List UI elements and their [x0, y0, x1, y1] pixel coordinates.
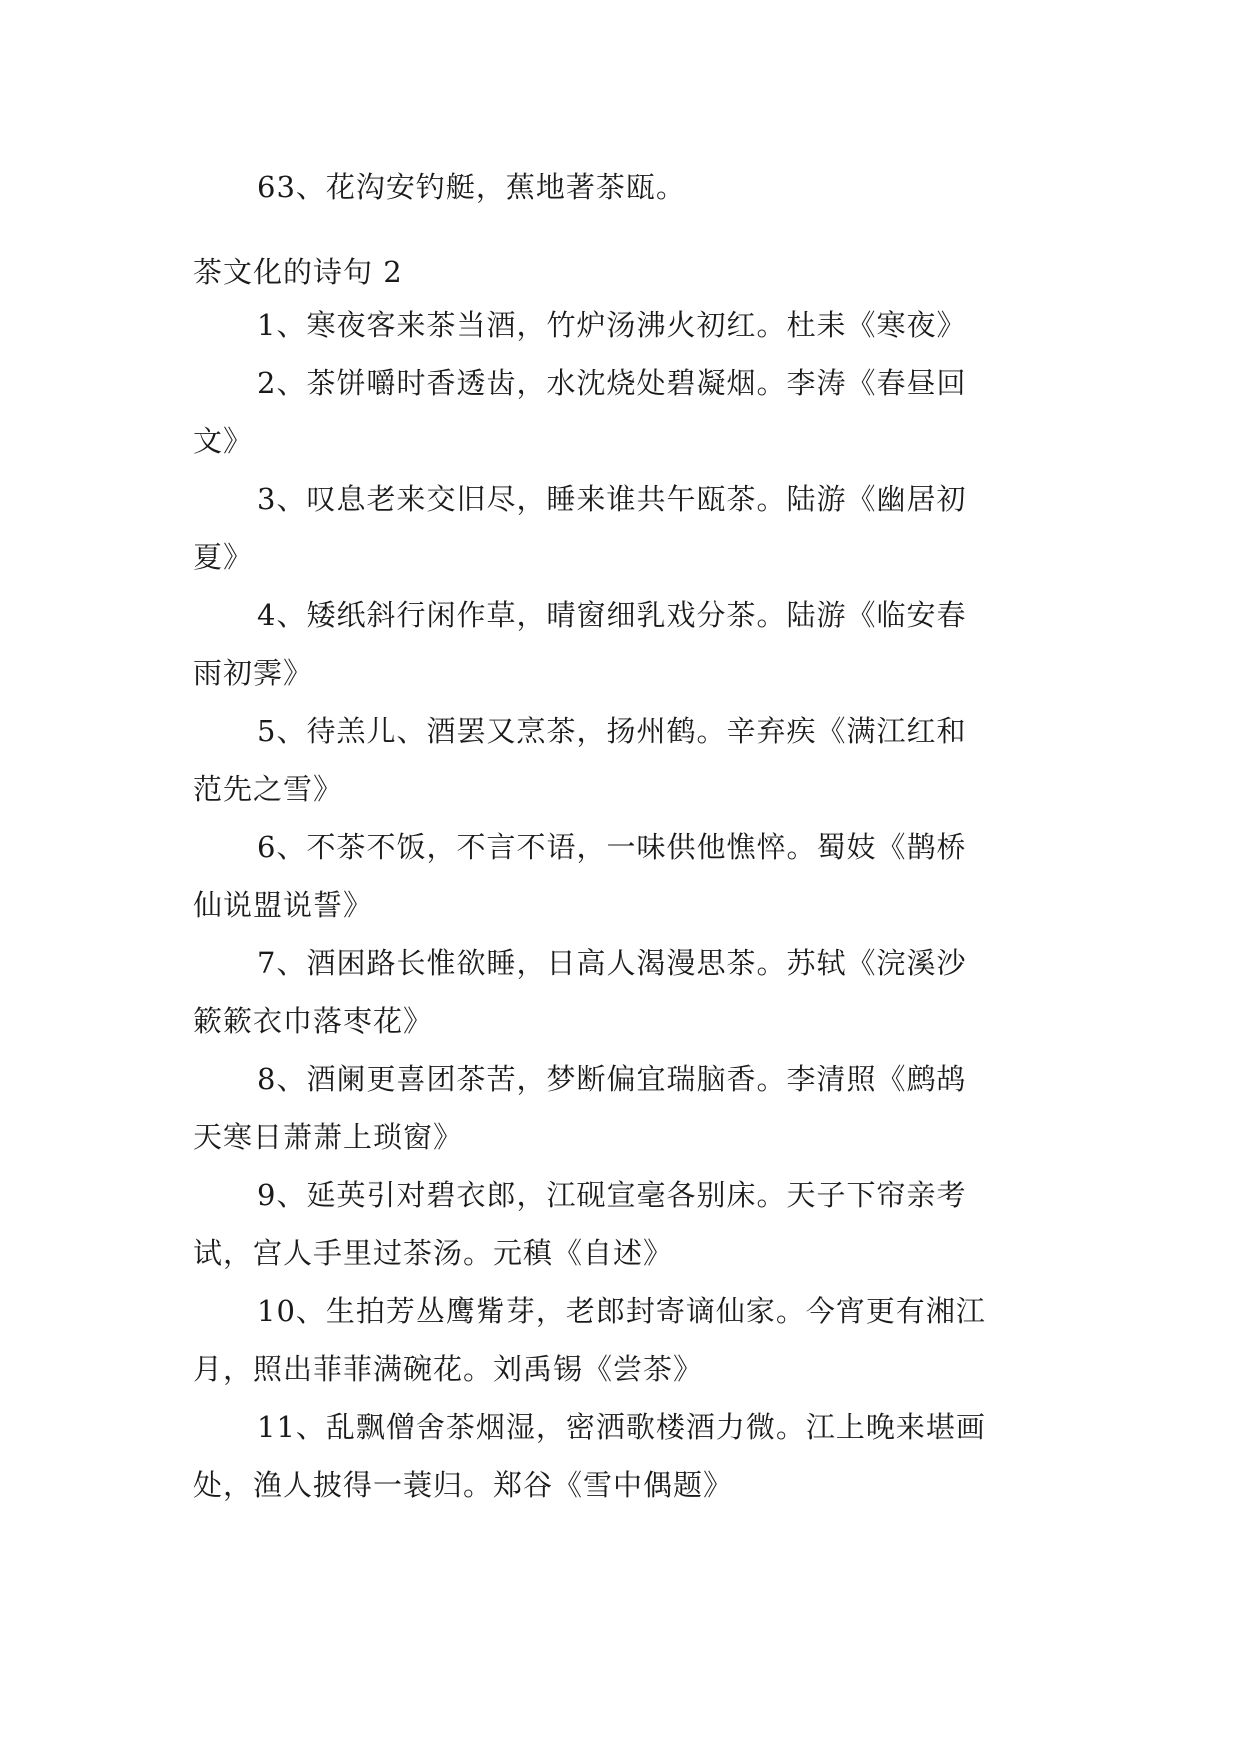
verse-line-continued: 处，渔人披得一蓑归。郑谷《雪中偶题》 [193, 1468, 734, 1502]
verse-line-continued: 文》 [193, 424, 254, 458]
verse-line: 6、不茶不饭，不言不语，一味供他憔悴。蜀妓《鹊桥 [257, 830, 967, 864]
verse-line-continued: 簌簌衣巾落枣花》 [193, 1004, 434, 1038]
verse-line: 2、茶饼嚼时香透齿，水沈烧处碧凝烟。李涛《春昼回 [257, 366, 967, 400]
verse-line: 5、待羔儿、酒罢又烹茶，扬州鹤。辛弃疾《满江红和 [257, 714, 967, 748]
list-item [193, 1050, 1055, 1166]
list-item [193, 1282, 1055, 1398]
verse-line: 7、酒困路长惟欲睡，日高人渴漫思茶。苏轼《浣溪沙 [257, 946, 967, 980]
list-item [193, 818, 1055, 934]
list-item [193, 586, 1055, 702]
verse-list [193, 296, 1055, 1514]
verse-line: 3、叹息老来交旧尽，睡来谁共午瓯茶。陆游《幽居初 [257, 482, 967, 516]
verse-line-continued: 天寒日萧萧上琐窗》 [193, 1120, 464, 1154]
verse-line: 1、寒夜客来茶当酒，竹炉汤沸火初红。杜耒《寒夜》 [257, 308, 967, 342]
list-item [193, 1398, 1055, 1514]
verse-line: 8、酒阑更喜团茶苦，梦断偏宜瑞脑香。李清照《鹧鸪 [257, 1062, 967, 1096]
top-verse [193, 158, 1055, 216]
list-item [193, 1166, 1055, 1282]
verse-line-continued: 范先之雪》 [193, 772, 344, 806]
verse-line: 10、生拍芳丛鹰觜芽，老郎封寄谪仙家。今宵更有湘江 [257, 1294, 986, 1328]
verse-line-continued: 试，宫人手里过茶汤。元稹《自述》 [193, 1236, 674, 1270]
list-item [193, 296, 1055, 354]
section-heading: 茶文化的诗句 2 [193, 255, 403, 289]
list-item [193, 934, 1055, 1050]
list-item [193, 470, 1055, 586]
verse-line-continued: 雨初霁》 [193, 656, 314, 690]
verse-line-continued: 仙说盟说誓》 [193, 888, 374, 922]
list-item [193, 354, 1055, 470]
verse-line: 4、矮纸斜行闲作草，晴窗细乳戏分茶。陆游《临安春 [257, 598, 967, 632]
section-title [193, 243, 1055, 301]
list-item [193, 702, 1055, 818]
verse-line: 11、乱飘僧舍茶烟湿，密洒歌楼酒力微。江上晚来堪画 [257, 1410, 986, 1444]
verse-line: 9、延英引对碧衣郎，江砚宣毫各别床。天子下帘亲考 [257, 1178, 967, 1212]
verse-line-continued: 月，照出菲菲满碗花。刘禹锡《尝茶》 [193, 1352, 704, 1386]
verse-line-continued: 夏》 [193, 540, 254, 574]
verse-line: 63、花沟安钓艇，蕉地著茶瓯。 [257, 170, 686, 204]
